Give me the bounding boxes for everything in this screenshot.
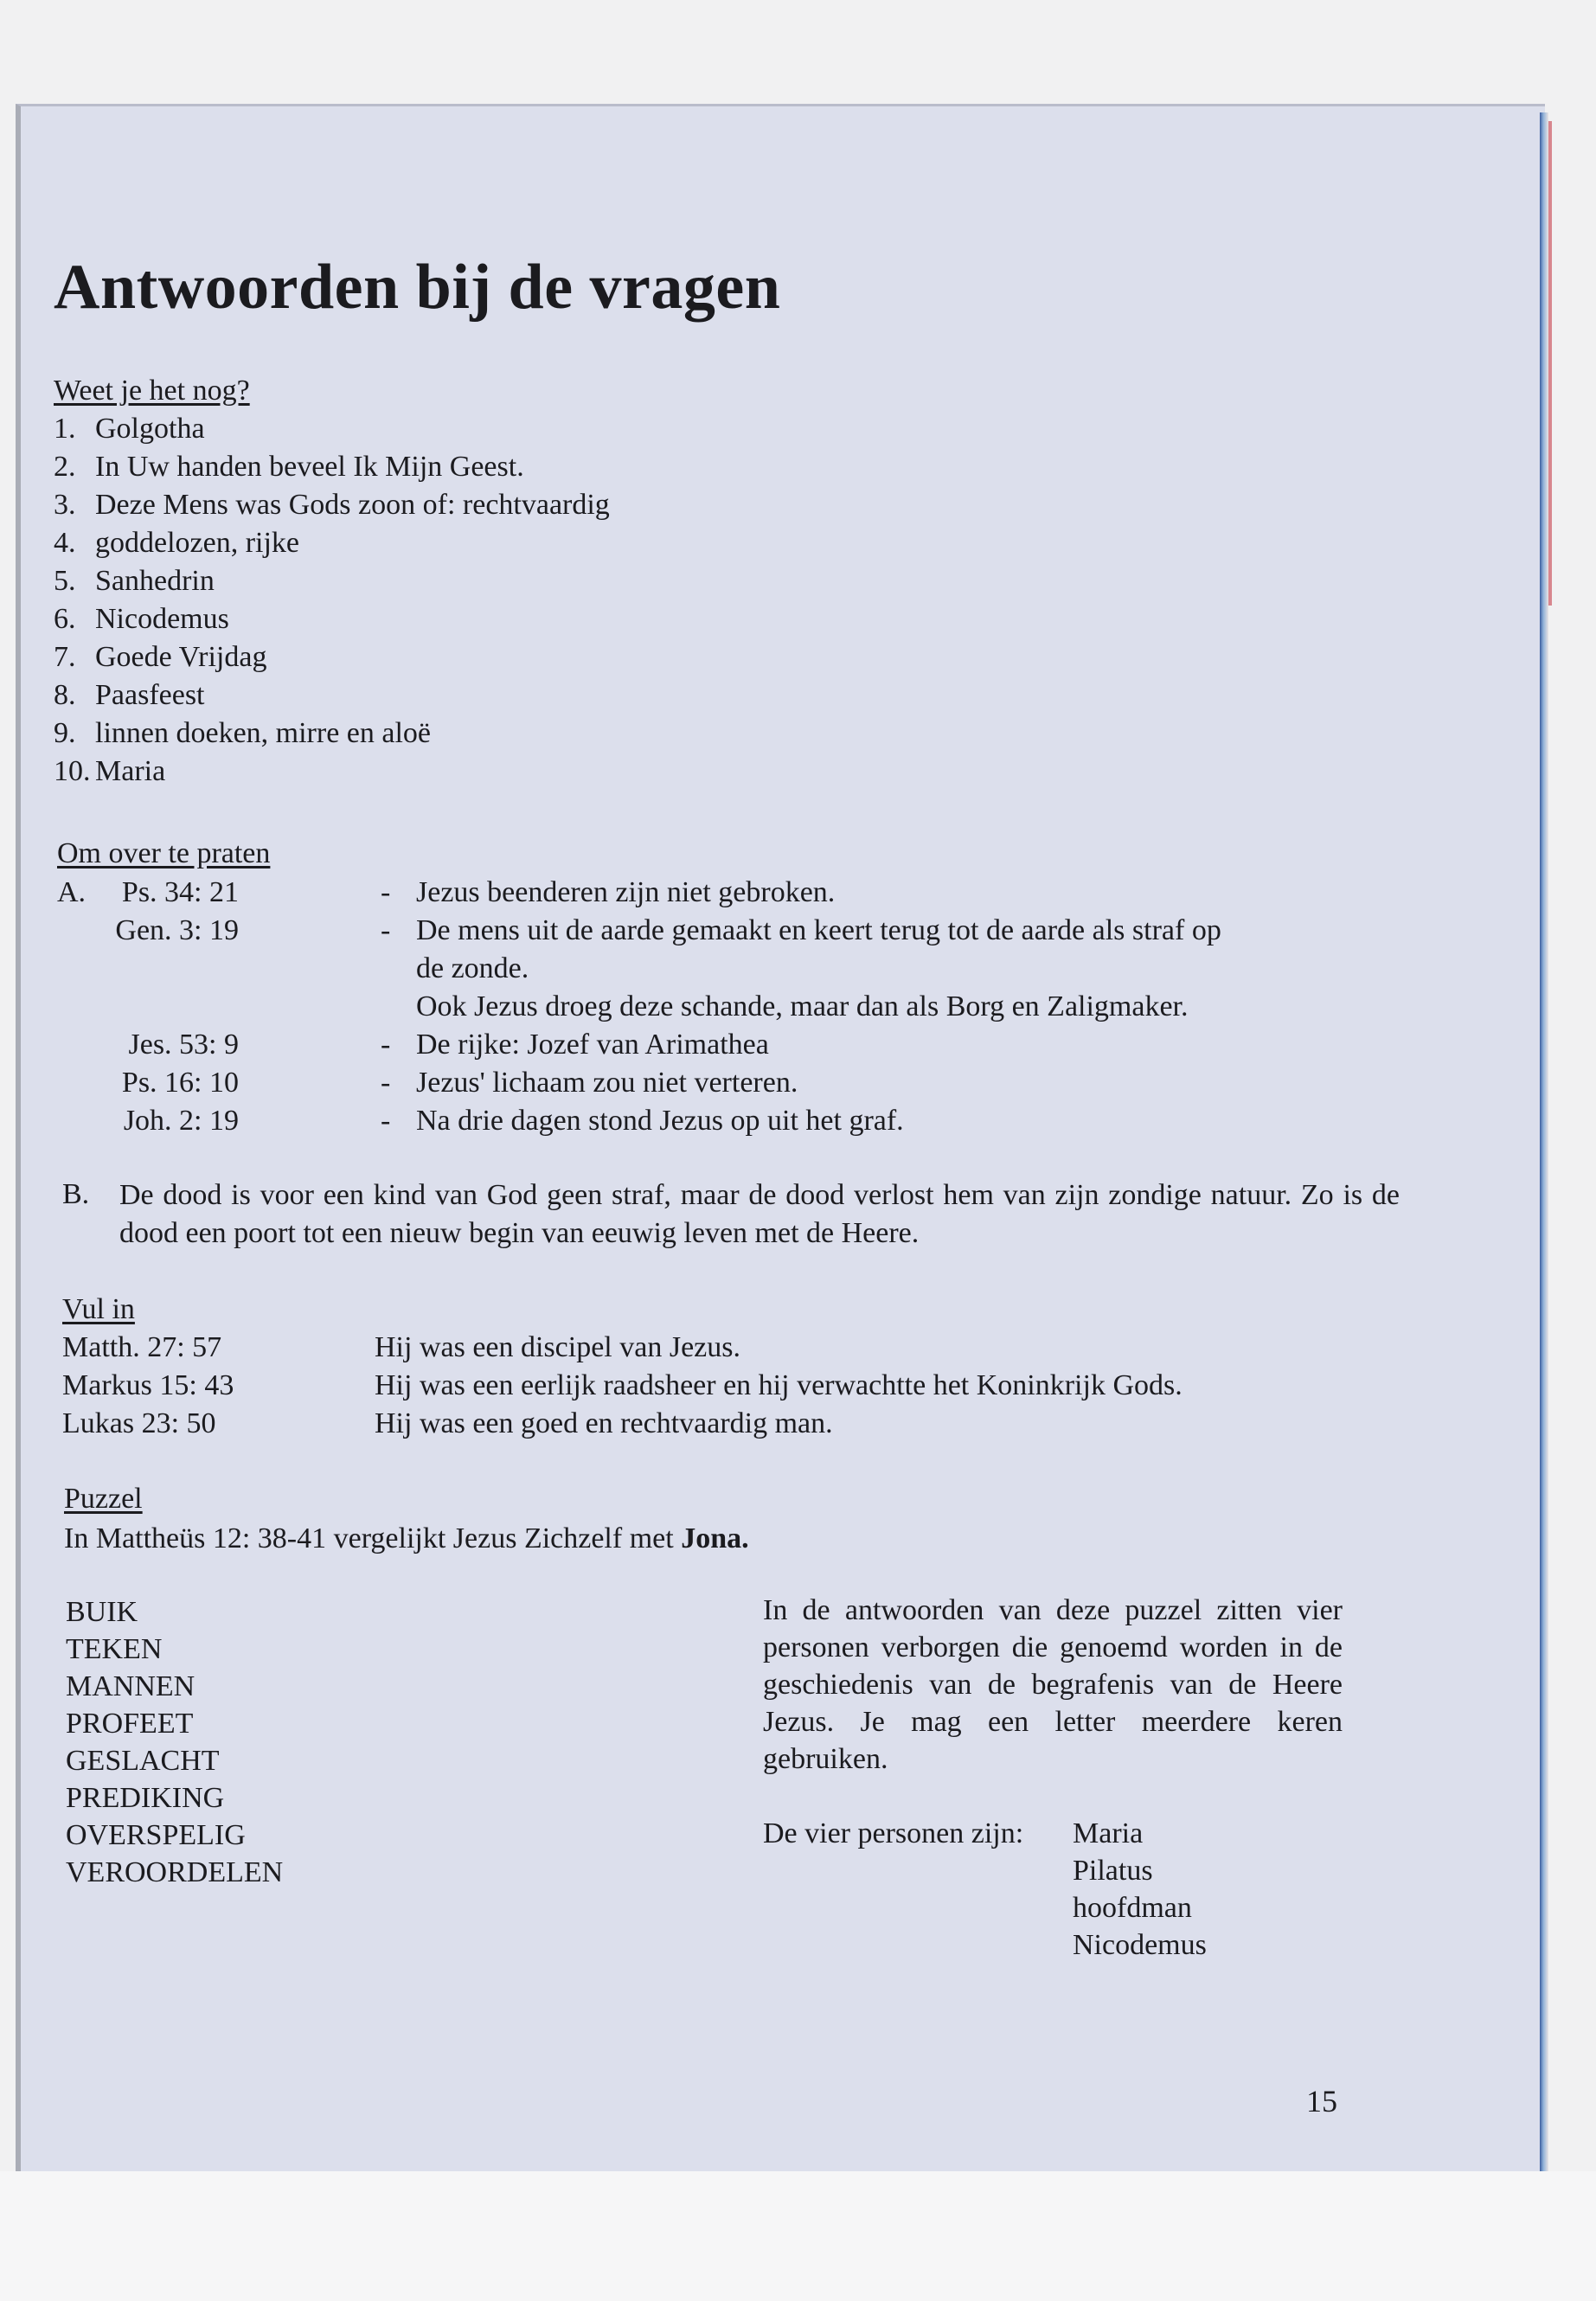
praten-row [57,1064,1368,1102]
praten-row [57,912,1368,950]
page-edge [1540,112,1548,2171]
list-item [54,715,610,753]
puzzle-word: MANNEN [66,1670,195,1702]
praten-text: Jezus beenderen zijn niet gebroken. [416,876,836,908]
bible-reference: Matth. 27: 57 [62,1331,222,1363]
section-a-letter [57,1064,100,1102]
page-title: Antwoorden bij de vragen [54,252,781,323]
item-text: Nicodemus [95,603,229,635]
persons-label: De vier personen zijn: [763,1817,1024,1849]
puzzle-word: GESLACHT [66,1745,220,1777]
section-a-letter [57,912,100,950]
weet-list [54,410,610,791]
bible-reference [100,988,239,1026]
list-item [54,486,610,524]
weet-section [54,372,610,791]
person-row [763,1815,1207,1852]
bible-reference: Joh. 2: 19 [123,1105,239,1137]
item-text: Sanhedrin [95,565,215,597]
dash: - [381,1029,391,1061]
persons-block [763,1815,1207,1964]
persons-label [763,1852,1073,1889]
person-name: hoofdman [1073,1892,1192,1924]
vul-row [62,1367,1183,1405]
puzzle-word: TEKEN [66,1633,163,1665]
puzzle-word: PREDIKING [66,1782,225,1814]
dash: - [381,876,391,908]
vul-section [62,1291,1183,1443]
puzzle-word: VEROORDELEN [66,1856,284,1888]
persons-label [763,1926,1073,1964]
persons-label [763,1889,1073,1926]
list-item [54,524,610,562]
section-a-letter [57,950,100,988]
section-b-letter: B. [62,1178,90,1210]
item-number: 4. [54,527,76,559]
person-name: Pilatus [1073,1855,1153,1887]
praten-list [57,874,1368,1140]
item-text: linnen doeken, mirre en aloë [95,717,432,749]
vul-answer: Hij was een eerlijk raadsheer en hij verwachtte het Koninkrijk Gods. [375,1369,1183,1401]
dash [381,988,416,1026]
item-number: 7. [54,641,76,673]
item-number: 8. [54,679,76,711]
dash: - [381,1105,391,1137]
list-item [54,753,610,791]
item-text: Maria [95,755,166,787]
praten-text: de zonde. [416,952,529,984]
page-number: 15 [1306,2084,1337,2118]
bible-reference: Lukas 23: 50 [62,1407,216,1439]
item-text: Deze Mens was Gods zoon of: rechtvaardig [95,489,610,521]
puzzle-word: PROFEET [66,1708,194,1740]
bible-reference: Ps. 34: 21 [121,876,239,908]
vul-list [62,1329,1183,1443]
item-number: 1. [54,413,76,445]
person-row [763,1926,1207,1964]
praten-ref [57,1026,381,1064]
puzzel-word-list [66,1593,283,1891]
person-name: Nicodemus [1073,1929,1207,1961]
dash [381,950,416,988]
section-a-letter: A. [57,876,87,908]
bottom-margin [0,2171,1596,2301]
person-name: Maria [1073,1817,1144,1849]
puzzel-intro-text: In Mattheüs 12: 38-41 vergelijkt Jezus Zichzelf met [64,1522,682,1554]
dash: - [381,914,391,946]
list-item [54,638,610,676]
bible-reference: Jes. 53: 9 [128,1029,239,1061]
item-number: 10. [54,755,91,787]
item-number: 6. [54,603,76,635]
item-number: 3. [54,489,76,521]
praten-text: Na drie dagen stond Jezus op uit het graf. [416,1105,904,1137]
puzzle-word: OVERSPELIG [66,1819,246,1851]
puzzel-explanation: In de antwoorden van deze puzzel zitten vier personen verborgen die genoemd worden in de geschiedenis van de begrafenis van de Heere Jezus. Je mag een letter meerdere keren gebruiken. [763,1594,1343,1775]
bible-reference [100,950,239,988]
praten-ref [57,950,381,988]
weet-heading: Weet je het nog? [54,375,250,407]
list-item [54,676,610,715]
puzzel-heading: Puzzel [64,1483,143,1515]
praten-ref [57,1102,381,1140]
item-number: 2. [54,451,76,483]
vul-row [62,1329,1183,1367]
vul-answer: Hij was een discipel van Jezus. [375,1331,740,1363]
bible-reference: Gen. 3: 19 [115,914,239,946]
praten-ref [57,912,381,950]
item-text: In Uw handen beveel Ik Mijn Geest. [95,451,524,483]
person-row [763,1852,1207,1889]
praten-text: Ook Jezus droeg deze schande, maar dan als Borg en Zaligmaker. [416,990,1189,1022]
puzzle-word: BUIK [66,1596,138,1628]
praten-text: De mens uit de aarde gemaakt en keert terug tot de aarde als straf op [416,914,1221,946]
dash: - [381,1067,391,1099]
praten-ref [57,874,381,912]
item-text: goddelozen, rijke [95,527,300,559]
praten-row [57,874,1368,912]
praten-row [57,1026,1368,1064]
praten-text: De rijke: Jozef van Arimathea [416,1029,769,1061]
vul-row [62,1405,1183,1443]
bible-reference: Ps. 16: 10 [121,1067,239,1099]
praten-ref [57,988,381,1026]
list-item [54,448,610,486]
list-item [54,410,610,448]
section-a-letter [57,1102,100,1140]
praten-text: Jezus' lichaam zou niet verteren. [416,1067,798,1099]
vul-heading: Vul in [62,1293,135,1325]
puzzel-intro-bold: Jona. [681,1522,749,1554]
item-number: 9. [54,717,76,749]
praten-row [57,950,1368,988]
section-b-text: De dood is voor een kind van God geen straf, maar de dood verlost hem van zijn zondige natuur. Zo is de dood een poort tot een nieuw begin van eeuwig leven met de Heere. [119,1179,1400,1249]
bible-reference: Markus 15: 43 [62,1369,234,1401]
list-item [54,562,610,600]
section-a-letter [57,1026,100,1064]
item-text: Paasfeest [95,679,205,711]
item-text: Golgotha [95,413,205,445]
item-number: 5. [54,565,76,597]
person-row [763,1889,1207,1926]
praten-row [57,988,1368,1026]
praten-row [57,1102,1368,1140]
puzzel-intro [64,1521,749,1557]
praten-heading: Om over te praten [57,837,271,869]
item-text: Goede Vrijdag [95,641,267,673]
page-edge-red [1548,121,1552,606]
list-item [54,600,610,638]
praten-ref [57,1064,381,1102]
vul-answer: Hij was een goed en rechtvaardig man. [375,1407,833,1439]
section-a-letter [57,988,100,1026]
praten-section-b [62,1176,1400,1253]
